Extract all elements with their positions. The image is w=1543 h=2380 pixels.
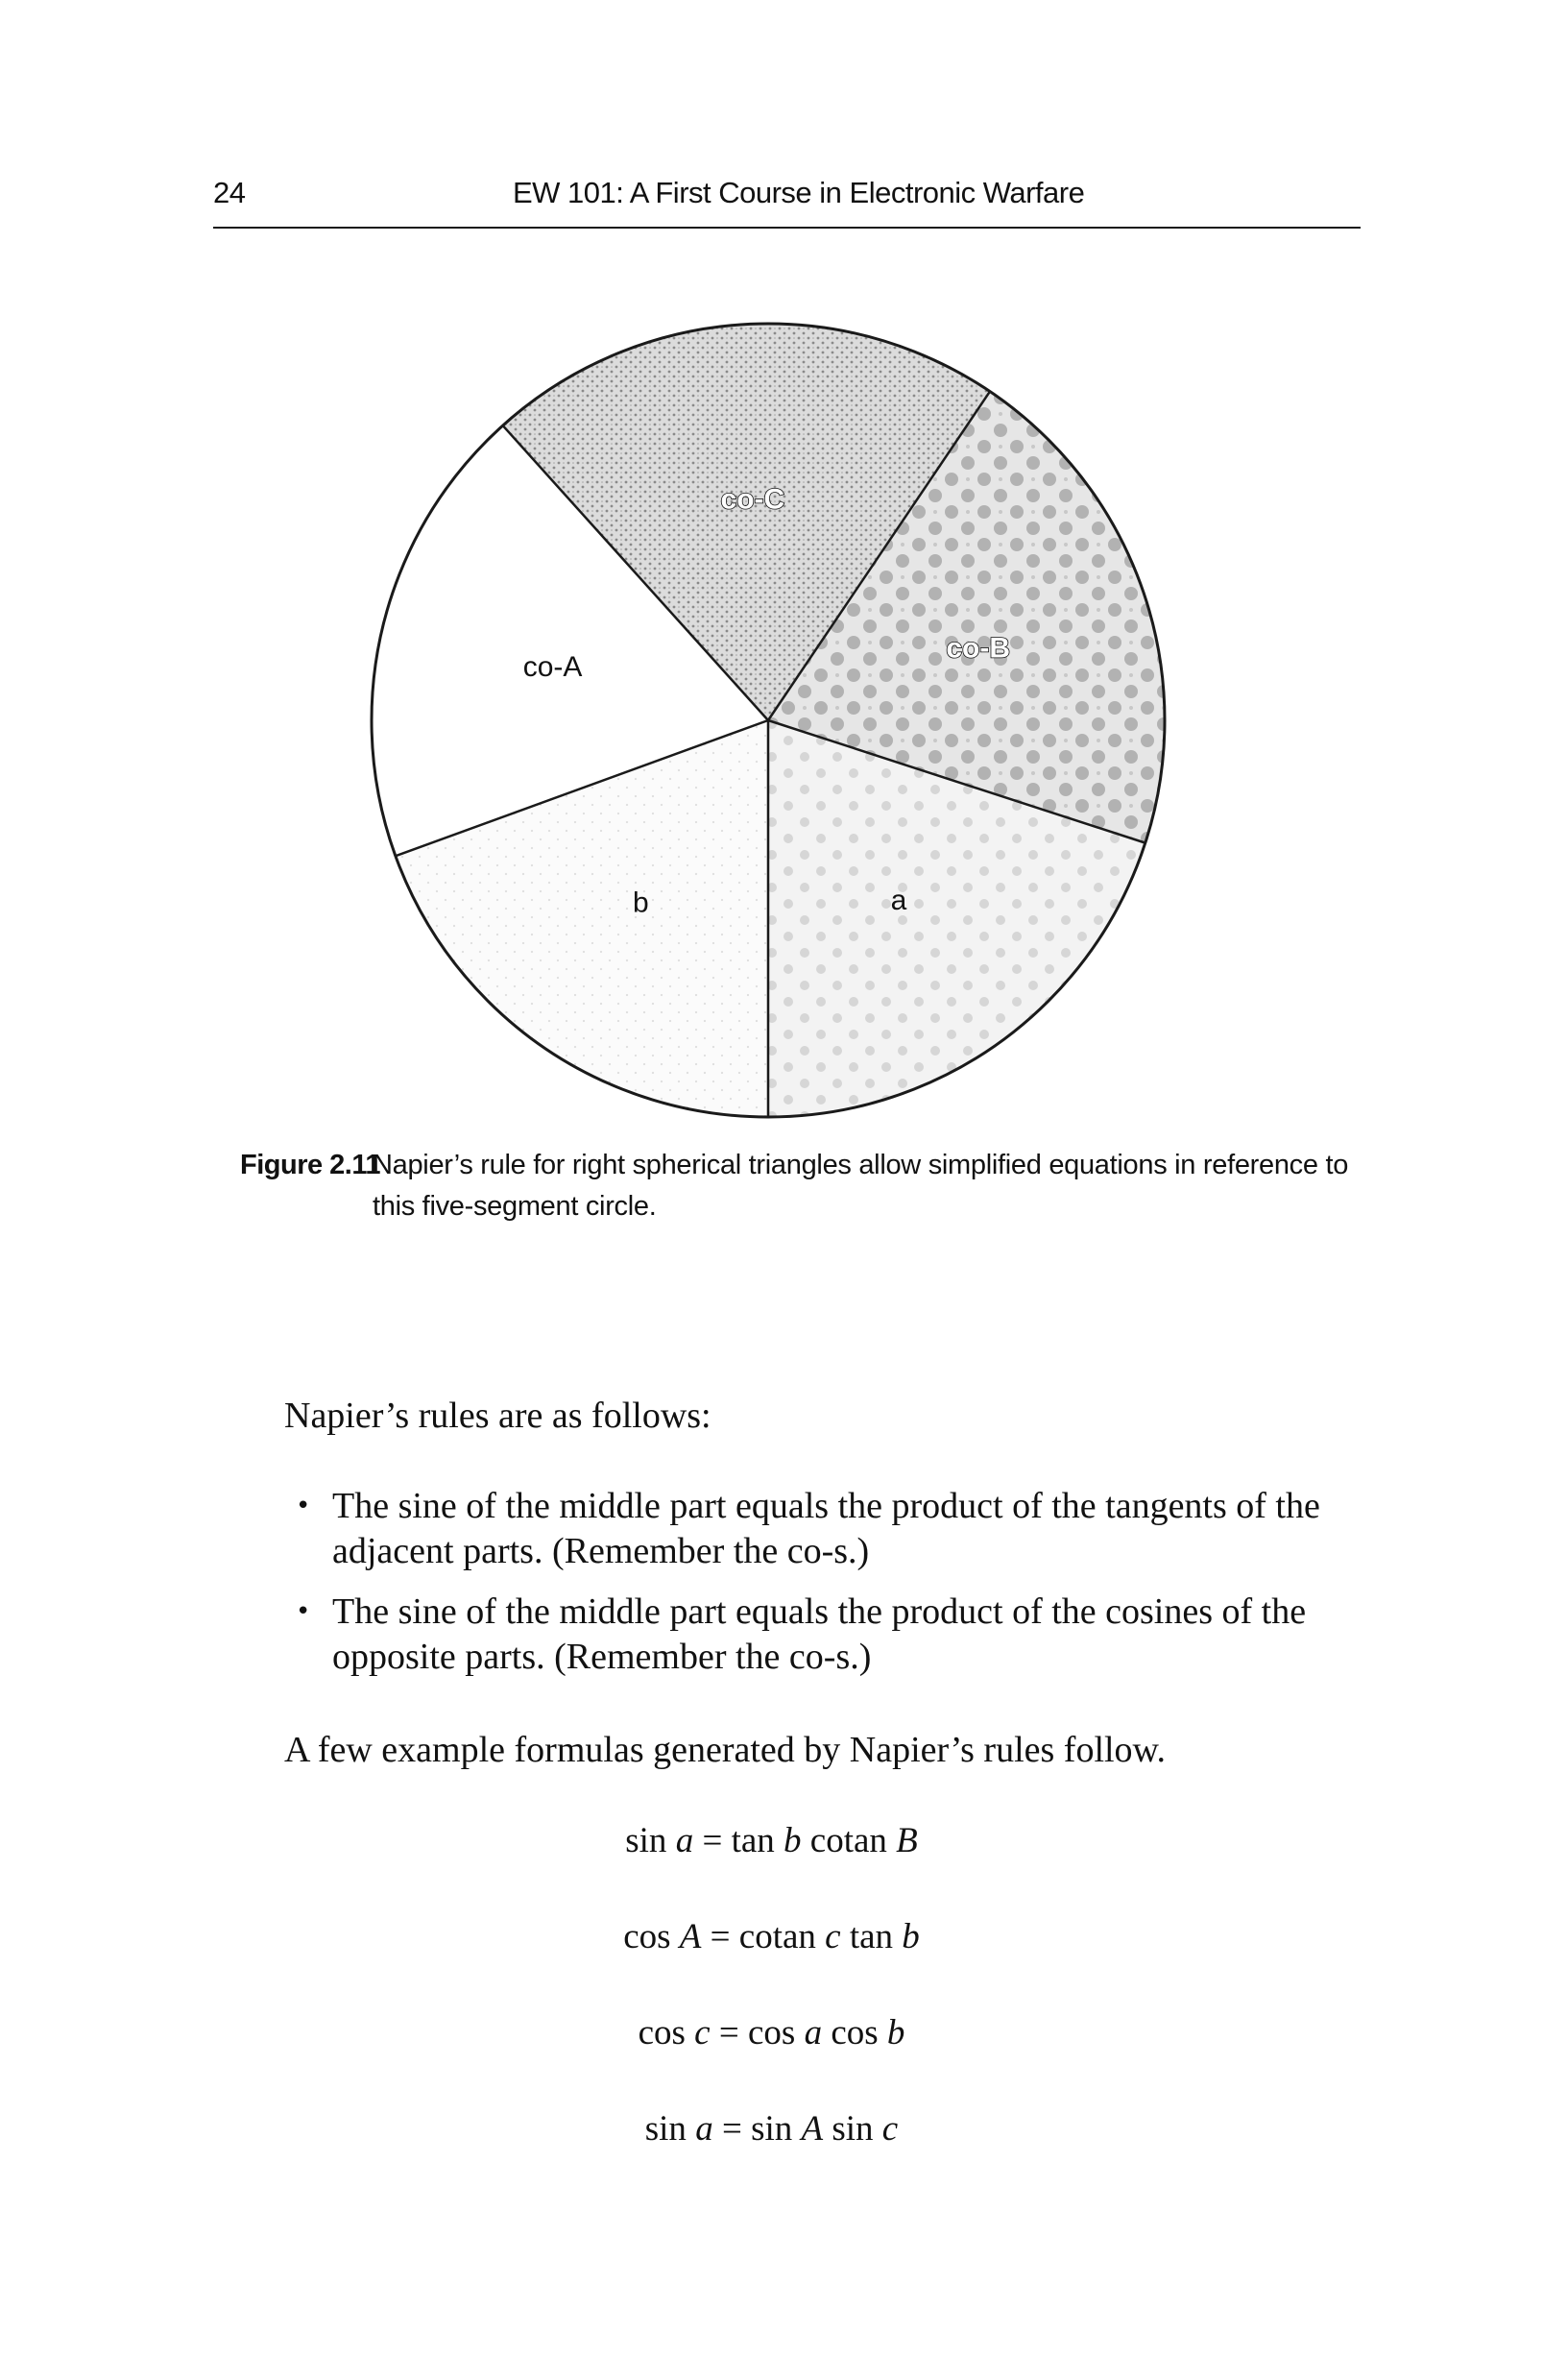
rule-item bbox=[284, 1590, 1369, 1680]
caption-label: Figure 2.11 bbox=[240, 1150, 381, 1180]
label-a: a bbox=[890, 885, 907, 917]
examples-intro: A few example formulas generated by Napier’s rules follow. bbox=[284, 1730, 1167, 1770]
bullet-icon: • bbox=[296, 1492, 311, 1520]
rule-text: The sine of the middle part equals the product of the cosines of the opposite parts. (Remember the co-s.) bbox=[332, 1591, 1307, 1677]
bullet-icon: • bbox=[296, 1597, 311, 1626]
equation: cos c = cos a cos b bbox=[638, 2013, 905, 2052]
intro-paragraph: Napier’s rules are as follows: bbox=[284, 1396, 711, 1436]
rule-text: The sine of the middle part equals the product of the tangents of the adjacent parts. (Remember the co-s.) bbox=[332, 1486, 1320, 1571]
header-rule bbox=[213, 227, 1361, 229]
label-b: b bbox=[632, 886, 649, 919]
rules-list bbox=[284, 1484, 1369, 1695]
page-number: 24 bbox=[213, 176, 246, 209]
label-co-c: co-C bbox=[720, 483, 785, 516]
napier-circle-figure bbox=[355, 307, 1181, 1133]
page-header bbox=[213, 176, 1361, 230]
label-co-b: co-B bbox=[946, 632, 1011, 665]
equation: sin a = tan b cotan B bbox=[625, 1821, 918, 1860]
label-co-a: co-A bbox=[522, 651, 583, 684]
equation: cos A = cotan c tan b bbox=[623, 1917, 920, 1956]
rule-item bbox=[284, 1484, 1369, 1574]
running-title: EW 101: A First Course in Electronic Warfare bbox=[513, 176, 1085, 209]
caption-text: Napier’s rule for right spherical triangles allow simplified equations in reference to this five-segment circle. bbox=[373, 1150, 1349, 1222]
equation: sin a = sin A sin c bbox=[644, 2109, 899, 2149]
